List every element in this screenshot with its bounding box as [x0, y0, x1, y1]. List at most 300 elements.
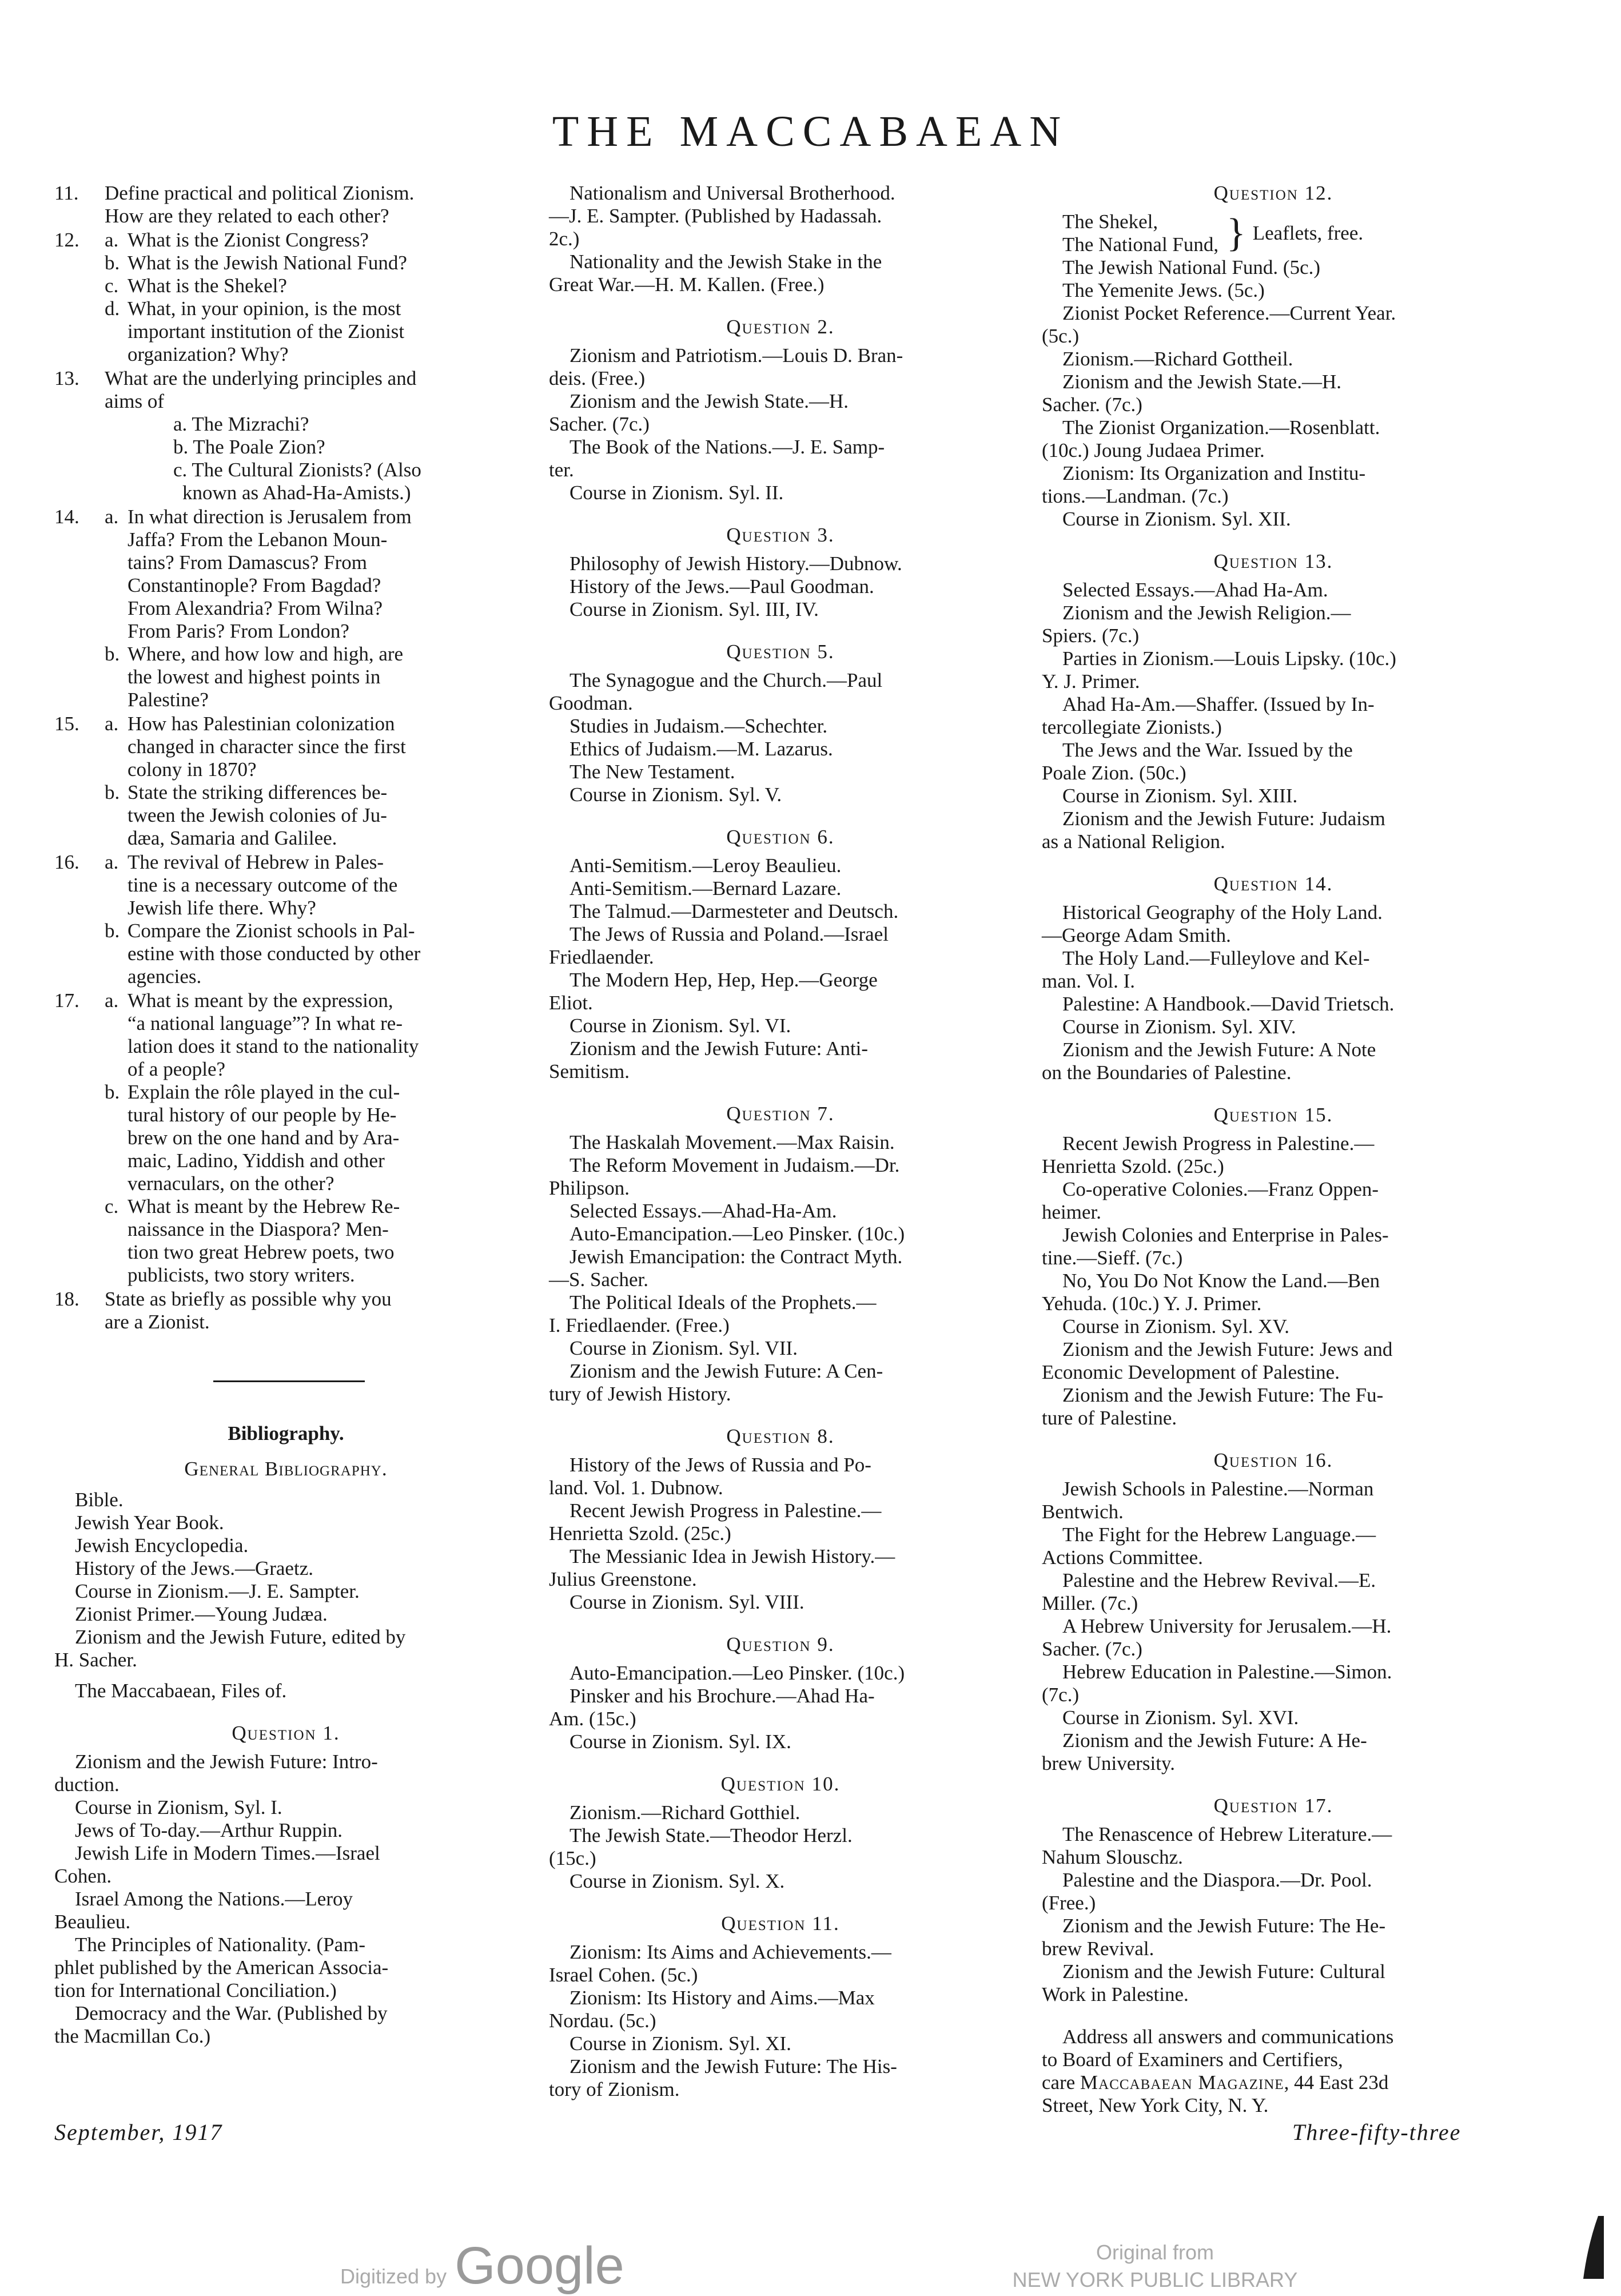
reading-line: duction. [54, 1773, 120, 1796]
reading-line: Zionism and the Jewish State.—H. [1062, 371, 1342, 393]
question-body [105, 713, 517, 850]
bibliography-line: Zionist Primer.—Young Judæa. [75, 1603, 328, 1625]
reading-line: Nationalism and Universal Brotherhood. [569, 182, 895, 204]
address-line [1042, 2071, 1505, 2094]
reading-line: Sacher. (7c.) [1042, 1638, 1142, 1660]
question-heading: Question 16. [1213, 1449, 1333, 1471]
sub-question-line: Jewish life there. Why? [128, 897, 316, 919]
sub-question-line: estine with those conducted by other [128, 942, 421, 965]
reading-entry [1042, 348, 1505, 371]
sub-question-line: Compare the Zionist schools in Pal- [128, 920, 415, 942]
reading-entry [549, 390, 1012, 436]
bibliography-entry [54, 1603, 517, 1626]
sub-question-line: of a people? [128, 1058, 226, 1080]
question-heading: Question 5. [726, 640, 835, 663]
reading-entry [549, 182, 1012, 250]
reading-line: brew University. [1042, 1752, 1175, 1774]
reading-section [1042, 1794, 1505, 2006]
reading-entry [549, 1824, 1012, 1870]
reading-section [54, 1722, 517, 2048]
sub-question [105, 989, 517, 1081]
reading-line: History of the Jews.—Paul Goodman. [569, 575, 874, 598]
reading-entry [1042, 508, 1505, 531]
sub-question-line: tural history of our people by He- [128, 1104, 397, 1126]
reading-line: Yehuda. (10c.) Y. J. Primer. [1042, 1292, 1262, 1315]
sub-question-letter: b. [105, 643, 120, 665]
digitized-by-watermark [340, 2236, 624, 2296]
bibliography-line: Bible. [75, 1489, 124, 1511]
question-body [105, 367, 517, 504]
reading-entry [1042, 785, 1505, 807]
digitized-by-label: Digitized by [340, 2265, 447, 2288]
reading-section [1042, 182, 1505, 531]
reading-entry [1042, 1315, 1505, 1338]
reading-entry [1042, 462, 1505, 508]
google-logo: Google [455, 2237, 624, 2295]
right-column [1042, 182, 1505, 2117]
reading-line: History of the Jews of Russia and Po- [569, 1454, 871, 1476]
reading-line: Henrietta Szold. (25c.) [1042, 1155, 1224, 1177]
reading-line: Philipson. [549, 1177, 630, 1199]
sub-question-text [128, 274, 517, 297]
question-heading: Question 11. [721, 1912, 840, 1935]
reading-line: Zionism and the Jewish Future: Intro- [75, 1750, 378, 1773]
sub-question-line: colony in 1870? [128, 758, 257, 781]
question-heading: Question 9. [726, 1633, 835, 1656]
page-title: THE MACCABAEAN [552, 108, 1069, 156]
reading-entry [549, 1223, 1012, 1246]
bibliography-line: Zionism and the Jewish Future, edited by [75, 1626, 406, 1648]
sub-question-line: Where, and how low and high, are [128, 643, 404, 665]
question-text-line: are a Zionist. [105, 1311, 210, 1333]
sub-question-line: tine is a necessary outcome of the [128, 874, 398, 896]
sub-question-line: What is meant by the expression, [128, 989, 393, 1012]
sub-question [105, 1081, 517, 1195]
question-body [105, 1288, 517, 1334]
question-list [54, 182, 517, 1334]
sub-question-line: The revival of Hebrew in Pales- [128, 851, 384, 873]
question-sub-item: a. The Mizrachi? [173, 413, 309, 435]
reading-entry [1042, 1615, 1505, 1661]
sub-question-line: Constantinople? From Bagdad? [128, 574, 381, 596]
bibliography-line: Jewish Encyclopedia. [75, 1534, 249, 1557]
reading-line: A Hebrew University for Jerusalem.—H. [1062, 1615, 1392, 1637]
reading-entry [1042, 647, 1505, 693]
sub-question-line: From Paris? From London? [128, 620, 349, 642]
sub-question-letter: a. [105, 229, 119, 251]
leaflets-brace-group [1042, 210, 1505, 256]
reading-line: Am. (15c.) [549, 1708, 636, 1730]
sub-question-line: What is the Zionist Congress? [128, 229, 369, 251]
reading-line: Palestine: A Handbook.—David Trietsch. [1062, 993, 1395, 1015]
reading-line: Jewish Schools in Palestine.—Norman [1062, 1478, 1374, 1500]
reading-line: The Holy Land.—Fulleylove and Kel- [1062, 947, 1370, 969]
sub-question-line: dæa, Samaria and Galilee. [128, 827, 337, 849]
reading-line: Jewish Colonies and Enterprise in Pales- [1062, 1224, 1389, 1246]
reading-entry [549, 969, 1012, 1014]
reading-line: deis. (Free.) [549, 367, 646, 389]
reading-line: Poale Zion. (50c.) [1042, 762, 1186, 784]
sub-question [105, 252, 517, 274]
reading-entry [1042, 1661, 1505, 1706]
reading-section [1042, 1449, 1505, 1775]
library-watermark [983, 2239, 1327, 2294]
reading-line: The Zionist Organization.—Rosenblatt. [1062, 416, 1380, 439]
reading-entry [549, 1801, 1012, 1824]
reading-line: Nationality and the Jewish Stake in the [569, 250, 882, 273]
reading-line: (15c.) [549, 1847, 596, 1869]
reading-line: Zionism and the Jewish Future: The Fu- [1062, 1384, 1384, 1406]
question-text-line: State as briefly as possible why you [105, 1288, 392, 1310]
sub-question-letter: a. [105, 713, 119, 735]
question-text-line: aims of [105, 390, 165, 412]
reading-line: (5c.) [1042, 325, 1080, 347]
reading-line: (10c.) Joung Judaea Primer. [1042, 439, 1265, 461]
reading-entry [1042, 1178, 1505, 1224]
reading-line: The Haskalah Movement.—Max Raisin. [569, 1131, 895, 1153]
reading-line: Zionism: Its Aims and Achievements.— [569, 1941, 891, 1963]
question-heading: Question 3. [726, 524, 835, 546]
reading-entry [1042, 602, 1505, 647]
reading-entry [549, 1454, 1012, 1499]
question-heading: Question 2. [726, 316, 835, 338]
reading-entry [549, 1246, 1012, 1291]
reading-entry [549, 783, 1012, 806]
question-item [54, 989, 517, 1287]
sub-question [105, 920, 517, 988]
reading-line: Y. J. Primer. [1042, 670, 1140, 693]
reading-line: Great War.—H. M. Kallen. (Free.) [549, 273, 825, 296]
reading-entry [54, 1888, 517, 1933]
reading-entry [1042, 279, 1505, 302]
reading-entry [549, 482, 1012, 504]
sub-question-text [128, 1195, 517, 1287]
reading-section [549, 640, 1012, 806]
bibliography-entry [54, 1511, 517, 1534]
sub-question-line: Explain the rôle played in the cul- [128, 1081, 400, 1103]
reading-line: Course in Zionism. Syl. III, IV. [569, 598, 819, 620]
reading-line: Recent Jewish Progress in Palestine.— [569, 1499, 882, 1522]
sub-question-line: agencies. [128, 965, 202, 988]
reading-line: —J. E. Sampter. (Published by Hadassah. [549, 205, 882, 227]
sub-question-line: lation does it stand to the nationality [128, 1035, 419, 1057]
reading-line: Economic Development of Palestine. [1042, 1361, 1340, 1383]
reading-entry [549, 1870, 1012, 1893]
reading-line: Zionism and the Jewish Future: Anti- [569, 1037, 869, 1060]
sub-question [105, 274, 517, 297]
question-item [54, 367, 517, 504]
question-number: 16. [54, 851, 79, 873]
reading-entry [549, 552, 1012, 575]
reading-line: phlet published by the American Associa- [54, 1956, 389, 1979]
reading-line: Course in Zionism. Syl. VIII. [569, 1591, 804, 1613]
reading-line: —S. Sacher. [549, 1268, 649, 1291]
reading-entry [549, 1154, 1012, 1200]
question-sub-item: b. The Poale Zion? [173, 436, 325, 458]
reading-line: Cohen. [54, 1865, 112, 1887]
reading-section [549, 316, 1012, 504]
reading-line: Sacher. (7c.) [1042, 393, 1142, 416]
sub-question-letter: b. [105, 781, 120, 803]
question-heading: Question 10. [720, 1773, 841, 1795]
reading-line: 2c.) [549, 228, 580, 250]
reading-line: (7c.) [1042, 1684, 1080, 1706]
reading-entry [549, 923, 1012, 969]
question-item [54, 851, 517, 988]
question-number: 17. [54, 989, 79, 1012]
reading-line: Course in Zionism. Syl. IX. [569, 1730, 791, 1753]
reading-section [549, 1425, 1012, 1614]
question-body [105, 989, 517, 1287]
reading-line: ter. [549, 459, 574, 481]
reading-line: Zionism and the Jewish Future: Jews and [1062, 1338, 1393, 1360]
brace-symbol: } [1226, 211, 1246, 255]
reading-entry [549, 854, 1012, 877]
footer-date: September, 1917 [54, 2119, 223, 2145]
question-sub-item: c. The Cultural Zionists? (Also [173, 459, 421, 481]
reading-line: Palestine and the Hebrew Revival.—E. [1062, 1569, 1376, 1591]
reading-entry [1042, 371, 1505, 416]
question-heading: Question 12. [1213, 182, 1333, 204]
reading-line: Zionism and the Jewish Future: The He- [1062, 1915, 1386, 1937]
reading-entry [1042, 579, 1505, 602]
bibliography-line: Jewish Year Book. [75, 1511, 224, 1534]
reading-section [1042, 550, 1505, 853]
sub-question-line: Jaffa? From the Lebanon Moun- [128, 528, 388, 551]
reading-line: Zionism and the Jewish Future: Cultural [1062, 1960, 1385, 1983]
address-note [1042, 2026, 1505, 2117]
reading-line: Friedlaender. [549, 946, 654, 968]
reading-entry [549, 1131, 1012, 1154]
reading-line: Course in Zionism. Syl. XIII. [1062, 785, 1298, 807]
reading-line: Selected Essays.—Ahad Ha-Am. [1062, 579, 1328, 601]
reading-line: Zionism and the Jewish Future: Judaism [1062, 807, 1385, 830]
question-number: 12. [54, 229, 79, 251]
reading-entry [549, 1545, 1012, 1591]
reading-line: tury of Jewish History. [549, 1383, 731, 1405]
reading-entry [1042, 1569, 1505, 1615]
question-number: 11. [54, 182, 79, 204]
sub-question-line: maic, Ladino, Yiddish and other [128, 1149, 385, 1172]
brace-item: The National Fund, [1062, 233, 1219, 256]
reading-line: Course in Zionism. Syl. XVI. [1062, 1706, 1299, 1729]
reading-entry [1042, 1270, 1505, 1315]
sub-question [105, 229, 517, 252]
magazine-name: Maccabaean Magazine [1080, 2071, 1284, 2094]
sub-question-text [128, 920, 517, 988]
question-number: 15. [54, 713, 79, 735]
reading-line: land. Vol. 1. Dubnow. [549, 1477, 723, 1499]
sub-question-line: organization? Why? [128, 343, 289, 365]
sub-question-letter: b. [105, 920, 120, 942]
bibliography-line: H. Sacher. [54, 1649, 137, 1671]
middle-column [549, 182, 1012, 2101]
reading-entry [549, 2032, 1012, 2055]
reading-section [549, 1912, 1012, 2101]
sub-question-letter: a. [105, 989, 119, 1012]
reading-entry [1042, 1706, 1505, 1729]
reading-line: No, You Do Not Know the Land.—Ben [1062, 1270, 1380, 1292]
reading-entry [549, 877, 1012, 900]
reading-entry [1042, 739, 1505, 785]
reading-line: Bentwich. [1042, 1501, 1124, 1523]
reading-line: Miller. (7c.) [1042, 1592, 1138, 1614]
right-readings [1042, 182, 1505, 2006]
reading-section [549, 1633, 1012, 1753]
question-item [54, 182, 517, 228]
reading-line: Course in Zionism. Syl. V. [569, 783, 782, 806]
question-text-line: Define practical and political Zionism. [105, 182, 415, 204]
sub-question-text [128, 1081, 517, 1195]
reading-line: The Fight for the Hebrew Language.— [1062, 1523, 1376, 1546]
reading-line: Henrietta Szold. (25c.) [549, 1522, 731, 1545]
reading-entry [1042, 1823, 1505, 1869]
reading-line: The Messianic Idea in Jewish History.— [569, 1545, 895, 1567]
reading-line: The Talmud.—Darmesteter and Deutsch. [569, 900, 899, 922]
reading-line: Course in Zionism. Syl. XI. [569, 2032, 791, 2055]
reading-line: Work in Palestine. [1042, 1983, 1189, 2005]
reading-line: Israel Cohen. (5c.) [549, 1964, 698, 1986]
reading-line: Ahad Ha-Am.—Shaffer. (Issued by In- [1062, 693, 1375, 715]
reading-line: Course in Zionism, Syl. I. [75, 1796, 282, 1819]
reading-line: Course in Zionism. Syl. VII. [569, 1337, 798, 1359]
reading-entry [549, 598, 1012, 621]
reading-line: Parties in Zionism.—Louis Lipsky. (10c.) [1062, 647, 1396, 670]
sub-question [105, 851, 517, 920]
sub-question-line: In what direction is Jerusalem from [128, 506, 412, 528]
reading-entry [1042, 1384, 1505, 1430]
reading-line: The Jewish National Fund. (5c.) [1062, 256, 1321, 278]
brace-label: Leaflets, free. [1252, 222, 1364, 244]
question-number: 18. [54, 1288, 79, 1310]
question-heading: Question 13. [1213, 550, 1333, 572]
bibliography-line: Course in Zionism.—J. E. Sampter. [75, 1580, 360, 1602]
reading-line: Studies in Judaism.—Schechter. [569, 715, 828, 737]
question-heading: Question 6. [726, 826, 835, 848]
reading-line: Co-operative Colonies.—Franz Oppen- [1062, 1178, 1379, 1200]
reading-line: tions.—Landman. (7c.) [1042, 485, 1229, 507]
reading-entry [1042, 993, 1505, 1016]
reading-line: tion for International Conciliation.) [54, 1979, 337, 2001]
question-item [54, 229, 517, 366]
reading-section [549, 182, 1012, 296]
reading-entry [549, 1337, 1012, 1360]
reading-line: Zionist Pocket Reference.—Current Year. [1062, 302, 1396, 324]
reading-line: Zionism and the Jewish Religion.— [1062, 602, 1351, 624]
reading-line: Actions Committee. [1042, 1546, 1203, 1569]
sub-question-text [128, 252, 517, 274]
reading-entry [549, 715, 1012, 738]
bibliography-entry [54, 1580, 517, 1603]
reading-entry [54, 2002, 517, 2048]
question-heading: Question 15. [1213, 1104, 1333, 1126]
reading-entry [549, 761, 1012, 783]
reading-entry [549, 1662, 1012, 1685]
reading-line: Jewish Life in Modern Times.—Israel [75, 1842, 380, 1864]
question-text-line: What are the underlying principles and [105, 367, 417, 389]
reading-line: tercollegiate Zionists.) [1042, 716, 1222, 738]
sub-question-line: Palestine? [128, 689, 209, 711]
reading-line: Auto-Emancipation.—Leo Pinsker. (10c.) [569, 1223, 905, 1245]
reading-line: The Jews of Russia and Poland.—Israel [569, 923, 889, 945]
sub-question-line: the lowest and highest points in [128, 666, 381, 688]
reading-line: Zionism.—Richard Gottheil. [1062, 348, 1293, 370]
reading-line: Jews of To-day.—Arthur Ruppin. [75, 1819, 343, 1841]
reading-line: Sacher. (7c.) [549, 413, 650, 435]
sub-question [105, 643, 517, 711]
reading-line: Julius Greenstone. [549, 1568, 697, 1590]
sub-question-letter: c. [105, 1195, 119, 1217]
reading-line: heimer. [1042, 1201, 1101, 1223]
question-body [105, 851, 517, 988]
sub-question-text [128, 713, 517, 781]
bibliography-title: Bibliography. [228, 1422, 344, 1445]
reading-entry [54, 1796, 517, 1819]
reading-entry [1042, 1478, 1505, 1523]
general-bibliography-list [54, 1489, 517, 1672]
reading-line: The Reform Movement in Judaism.—Dr. [569, 1154, 900, 1176]
sub-question-line: What, in your opinion, is the most [128, 297, 401, 320]
sub-question-line: publicists, two story writers. [128, 1264, 355, 1286]
reading-line: Pinsker and his Brochure.—Ahad Ha- [569, 1685, 875, 1707]
reading-line: Goodman. [549, 692, 633, 714]
reading-line: tine.—Sieff. (7c.) [1042, 1247, 1183, 1269]
question-sub-item-cont: known as Ahad-Ha-Amists.) [182, 482, 411, 504]
reading-entry [549, 250, 1012, 296]
reading-line: Course in Zionism. Syl. X. [569, 1870, 785, 1892]
reading-entry [549, 344, 1012, 390]
reading-line: The Book of the Nations.—J. E. Samp- [569, 436, 885, 458]
original-from-label: Original from [1096, 2241, 1214, 2264]
sub-question-text [128, 781, 517, 850]
reading-entry [1042, 1132, 1505, 1178]
reading-entry [1042, 1338, 1505, 1384]
bibliography-line: History of the Jews.—Graetz. [75, 1557, 313, 1579]
reading-entry [1042, 1869, 1505, 1915]
sub-question-line: tains? From Damascus? From [128, 551, 367, 574]
sub-question-text [128, 297, 517, 366]
sub-question-line: What is meant by the Hebrew Re- [128, 1195, 400, 1217]
sub-question-line: important institution of the Zionist [128, 320, 405, 343]
reading-line: Zionism and the Jewish Future: A Cen- [569, 1360, 883, 1382]
reading-line: Eliot. [549, 992, 593, 1014]
reading-entry [549, 1499, 1012, 1545]
bibliography-entry [54, 1534, 517, 1557]
reading-line: Beaulieu. [54, 1911, 131, 1933]
reading-line: The Synagogue and the Church.—Paul [569, 669, 883, 691]
question-1-readings [54, 1722, 517, 2048]
reading-section [549, 1103, 1012, 1406]
reading-line: (Free.) [1042, 1892, 1096, 1914]
sub-question-line: naissance in the Diaspora? Men- [128, 1218, 389, 1240]
question-heading: Question 7. [726, 1103, 835, 1125]
question-body [105, 182, 517, 228]
sub-question-letter: c. [105, 274, 119, 297]
reading-entry [1042, 1915, 1505, 1960]
reading-entry [549, 2055, 1012, 2101]
reading-entry [54, 1933, 517, 2002]
sub-question-letter: b. [105, 1081, 120, 1103]
sub-question-line: vernaculars, on the other? [128, 1172, 334, 1195]
sub-question [105, 1195, 517, 1287]
question-heading: Question 8. [726, 1425, 835, 1447]
reading-line: Course in Zionism. Syl. XV. [1062, 1315, 1290, 1338]
reading-line: Anti-Semitism.—Leroy Beaulieu. [569, 854, 842, 877]
reading-line: tory of Zionism. [549, 2078, 680, 2100]
reading-entry [549, 900, 1012, 923]
reading-line: Palestine and the Diaspora.—Dr. Pool. [1062, 1869, 1372, 1891]
reading-line: Democracy and the War. (Published by [75, 2002, 388, 2024]
